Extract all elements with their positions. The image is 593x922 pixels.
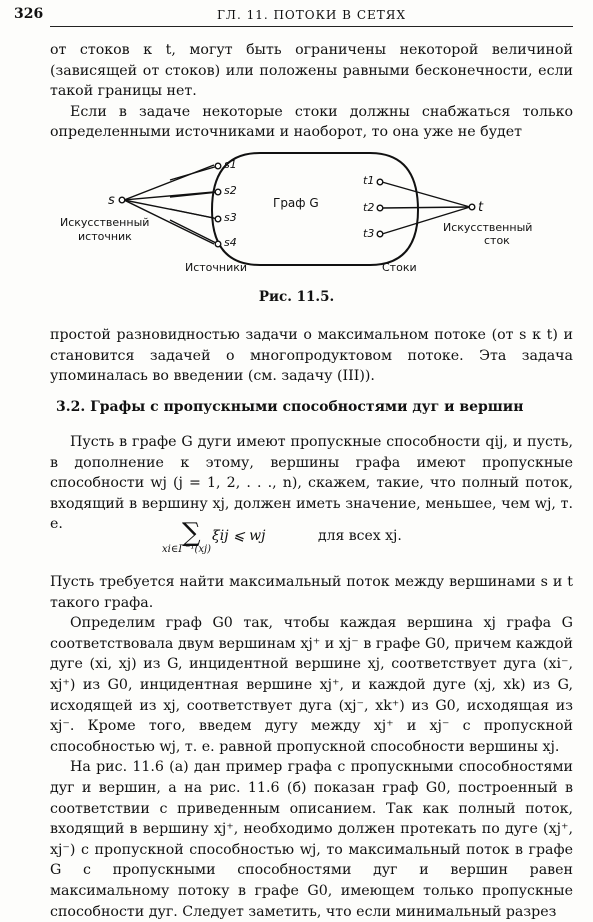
text-block-section [50, 432, 573, 535]
sink-label: t [478, 200, 484, 215]
sum-body: ξij ⩽ wj [212, 528, 266, 544]
source-label: s [108, 193, 115, 208]
sum-subscript: xi∈Γ⁻¹(xj) [162, 544, 212, 555]
paragraph-1: от стоков к t, могут быть ограничены некоторой величиной (зависящей от стоков) или положены равными бесконечности, если такой границы нет. [50, 42, 573, 100]
node-s4 [215, 241, 221, 247]
node-t3 [377, 231, 383, 237]
artificial-sink-label-2: сток [484, 234, 510, 247]
text-block-top [50, 40, 573, 143]
paragraph-2: Если в задаче некоторые стоки должны снабжаться только определенными источниками и наоборот, то она уже не будет [50, 103, 573, 141]
capacity-formula [162, 518, 520, 564]
t2-label: t2 [363, 201, 375, 214]
sum-condition: для всех xj. [318, 528, 402, 544]
section-title: 3.2. Графы с пропускными способностями дуг и вершин [56, 399, 524, 415]
sources-label: Источники [185, 261, 248, 274]
node-s1 [215, 163, 221, 169]
s2-label: s2 [224, 184, 237, 197]
s3-label: s3 [224, 211, 237, 224]
text-block-bottom [50, 572, 573, 922]
node-t1 [377, 179, 383, 185]
graph-g-label: Граф G [273, 196, 319, 210]
t3-label: t3 [363, 227, 375, 240]
paragraph-7: На рис. 11.6 (а) дан пример графа с пропускными способностями дуг и вершин, а на рис. 11.6 (б) показан граф G0, построенный в соответствии с приведенным описанием. Так как полный поток, входящий в вершину xj⁺, необходимо должен протекать по дуге (xj⁺, xj⁻) с пропускной способностью wj, то максимальный поток в графе G с пропускными способностями дуг и вершин равен максимальному потоку в графе G0, имеющем только пропускные способности дуг. Следует заметить, что если минимальный разрез [50, 759, 573, 920]
artificial-source-label-1: Искусственный [60, 216, 150, 229]
paragraph-4: Пусть в графе G дуги имеют пропускные способности qij, и пусть, в дополнение к этому, вершины графа имеют пропускные способности wj (j = 1, 2, . . ., n), скажем, такие, что полный поток, входящий в вершину xj, должен иметь значение, меньшее, чем wj, т. е. [50, 434, 573, 533]
sinks-label: Стоки [382, 261, 417, 274]
node-s2 [215, 189, 221, 195]
running-header [14, 6, 573, 27]
figure-caption: Рис. 11.5. [258, 289, 335, 305]
s4-label: s4 [224, 236, 237, 249]
source-arcs [124, 165, 216, 244]
sum-sign: ∑ [182, 518, 201, 548]
t1-label: t1 [363, 174, 375, 187]
node-t [469, 204, 475, 210]
artificial-source-label-2: источник [78, 230, 132, 243]
node-s [119, 197, 125, 203]
text-block-middle [50, 325, 573, 387]
artificial-sink-label-1: Искусственный [443, 221, 533, 234]
inner-source-arcs [170, 166, 218, 244]
running-title: ГЛ. 11. ПОТОКИ В СЕТЯХ [216, 8, 406, 22]
paragraph-6: Определим граф G0 так, чтобы каждая вершина xj графа G соответствовала двум вершинам xj⁺ и xj⁻ в графе G0, причем каждой дуге (xi, xj) из G, инцидентной вершине xj, соответствует дуга (xi⁻, xj⁺) из G0, инцидентная вершине xj⁺, и каждой дуге (xj, xk) из G, исходящей из xj, соответствует дуга (xj⁻, xk⁺) из G0, исходящая из xj⁻. Кроме того, введем дугу между xj⁺ и xj⁻ с пропускной способностью wj, т. е. равной пропускной способности вершины xj. [50, 615, 573, 755]
s1-label: s1 [224, 158, 237, 171]
node-s3 [215, 216, 221, 222]
node-t2 [377, 205, 383, 211]
figure-11-5 [60, 140, 560, 310]
paragraph-3: простой разновидностью задачи о максимальном потоке (от s к t) и становится задачей о многопродуктовом потоке. Эта задача упоминалась во введении (см. задачу (III)). [50, 327, 573, 385]
paragraph-5: Пусть требуется найти максимальный поток между вершинами s и t такого графа. [50, 574, 573, 611]
page-number: 326 [14, 6, 44, 22]
